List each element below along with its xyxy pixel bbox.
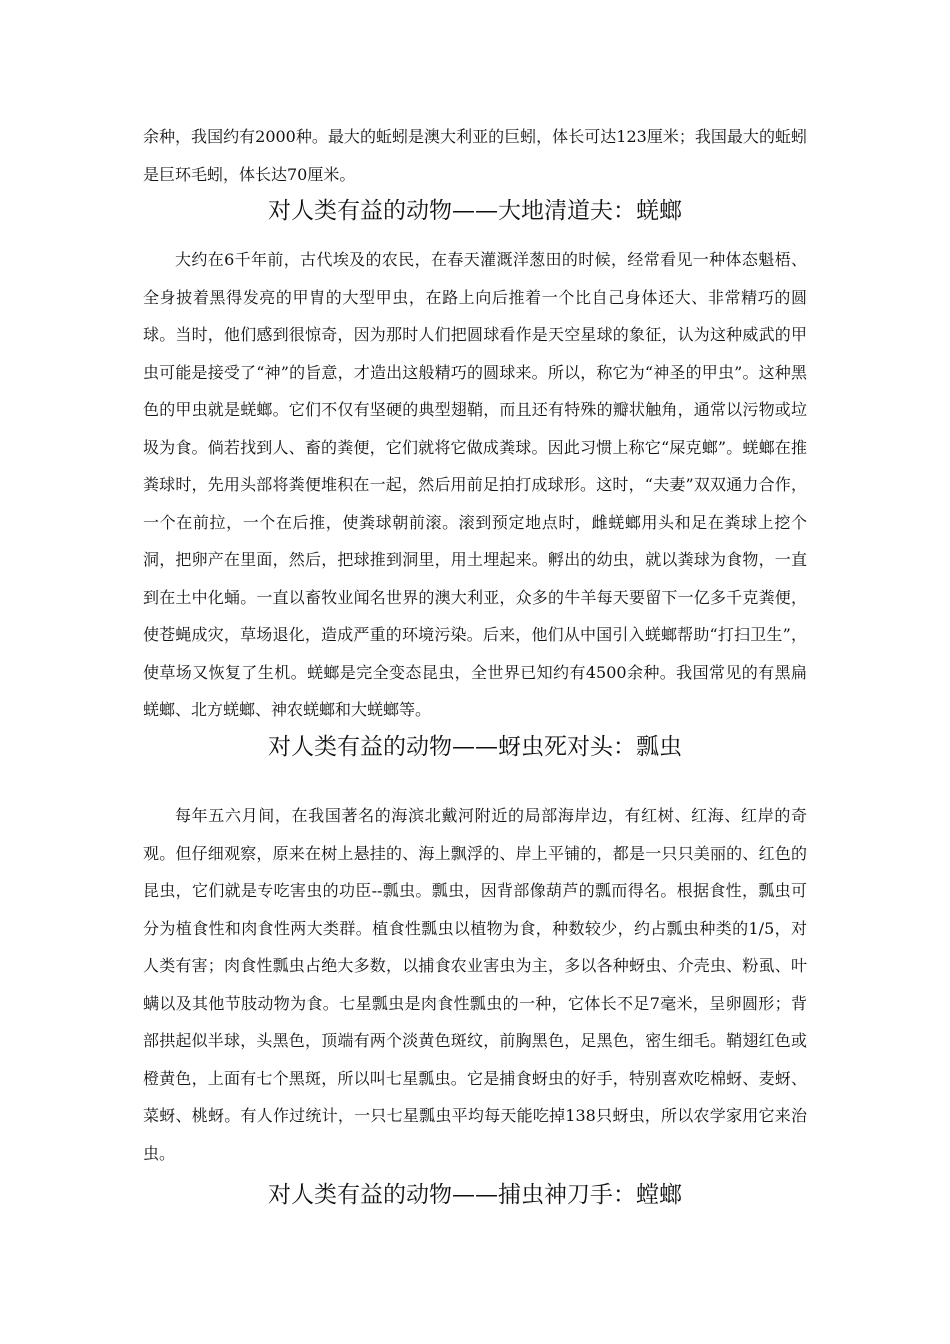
section-heading-dung-beetle: 对人类有益的动物——大地清道夫：蜣螂 [268,198,682,224]
section-body-ladybug: 每年五六月间，在我国著名的海滨北戴河附近的局部海岸边，有红树、红海、红岸的奇观。但仔细观察，原来在树上悬挂的、海上飘浮的、岸上平铺的，都是一只只美丽的、红色的昆虫，它们就是专吃害虫的功臣--瓢虫。瓢虫，因背部像葫芦的瓢而得名。根据食性，瓢虫可分为植食性和肉食性两大类群。植食性瓢虫以植物为食，种数较少，约占瓢虫种类的1/5，对人类有害；肉食性瓢虫占绝大多数，以捕食农业害虫为主，多以各种蚜虫、介壳虫、粉虱、叶螨以及其他节肢动物为食。七星瓢虫是肉食性瓢虫的一种，它体长不足7毫米，呈卵圆形；背部拱起似半球，头黑色，顶端有两个淡黄色斑纹，前胸黑色，足黑色，密生细毛。鞘翅红色或橙黄色，上面有七个黑斑，所以叫七星瓢虫。它是捕食蚜虫的好手，特别喜欢吃棉蚜、麦蚜、菜蚜、桃蚜。有人作过统计，一只七星瓢虫平均每天能吃掉138只蚜虫，所以农学家用它来治虫。 [143,806,807,1163]
section-body-dung-beetle: 大约在6千年前，古代埃及的农民，在春天灌溉洋葱田的时候，经常看见一种体态魁梧、全身披着黑得发亮的甲胄的大型甲虫，在路上向后推着一个比自己身体还大、非常精巧的圆球。当时，他们感到很惊奇，因为那时人们把圆球看作是天空星球的象征，认为这种威武的甲虫可能是接受了“神”的旨意，才造出这般精巧的圆球来。所以，称它为“神圣的甲虫”。这种黑色的甲虫就是蜣螂。它们不仅有坚硬的典型翅鞘，而且还有特殊的瓣状触角，通常以污物或垃圾为食。倘若找到人、畜的粪便，它们就将它做成粪球。因此习惯上称它“屎克螂”。蜣螂在推粪球时，先用头部将粪便堆积在一起，然后用前足拍打成球形。这时，“夫妻”双双通力合作，一个在前拉，一个在后推，使粪球朝前滚。滚到预定地点时，雌蜣螂用头和足在粪球上挖个洞，把卵产在里面，然后，把球推到洞里，用土埋起来。孵出的幼虫，就以粪球为食物，一直到在土中化蛹。一直以畜牧业闻名世界的澳大利亚，众多的牛羊每天要留下一亿多千克粪便，使苍蝇成灾，草场退化，造成严重的环境污染。后来，他们从中国引入蜣螂帮助“打扫卫生”，使草场又恢复了生机。蜣螂是完全变态昆虫，全世界已知约有4500余种。我国常见的有黑扁蜣螂、北方蜣螂、神农蜣螂和大蜣螂等。 [143,250,807,719]
intro-paragraph: 余种，我国约有2000种。最大的蚯蚓是澳大利亚的巨蚓，体长可达123厘米；我国最大的蚯蚓是巨环毛蚓，体长达70厘米。 [143,127,807,184]
section-heading-ladybug: 对人类有益的动物——蚜虫死对头：瓢虫 [268,734,682,760]
section-heading-mantis: 对人类有益的动物——捕虫神刀手：螳螂 [268,1182,682,1208]
